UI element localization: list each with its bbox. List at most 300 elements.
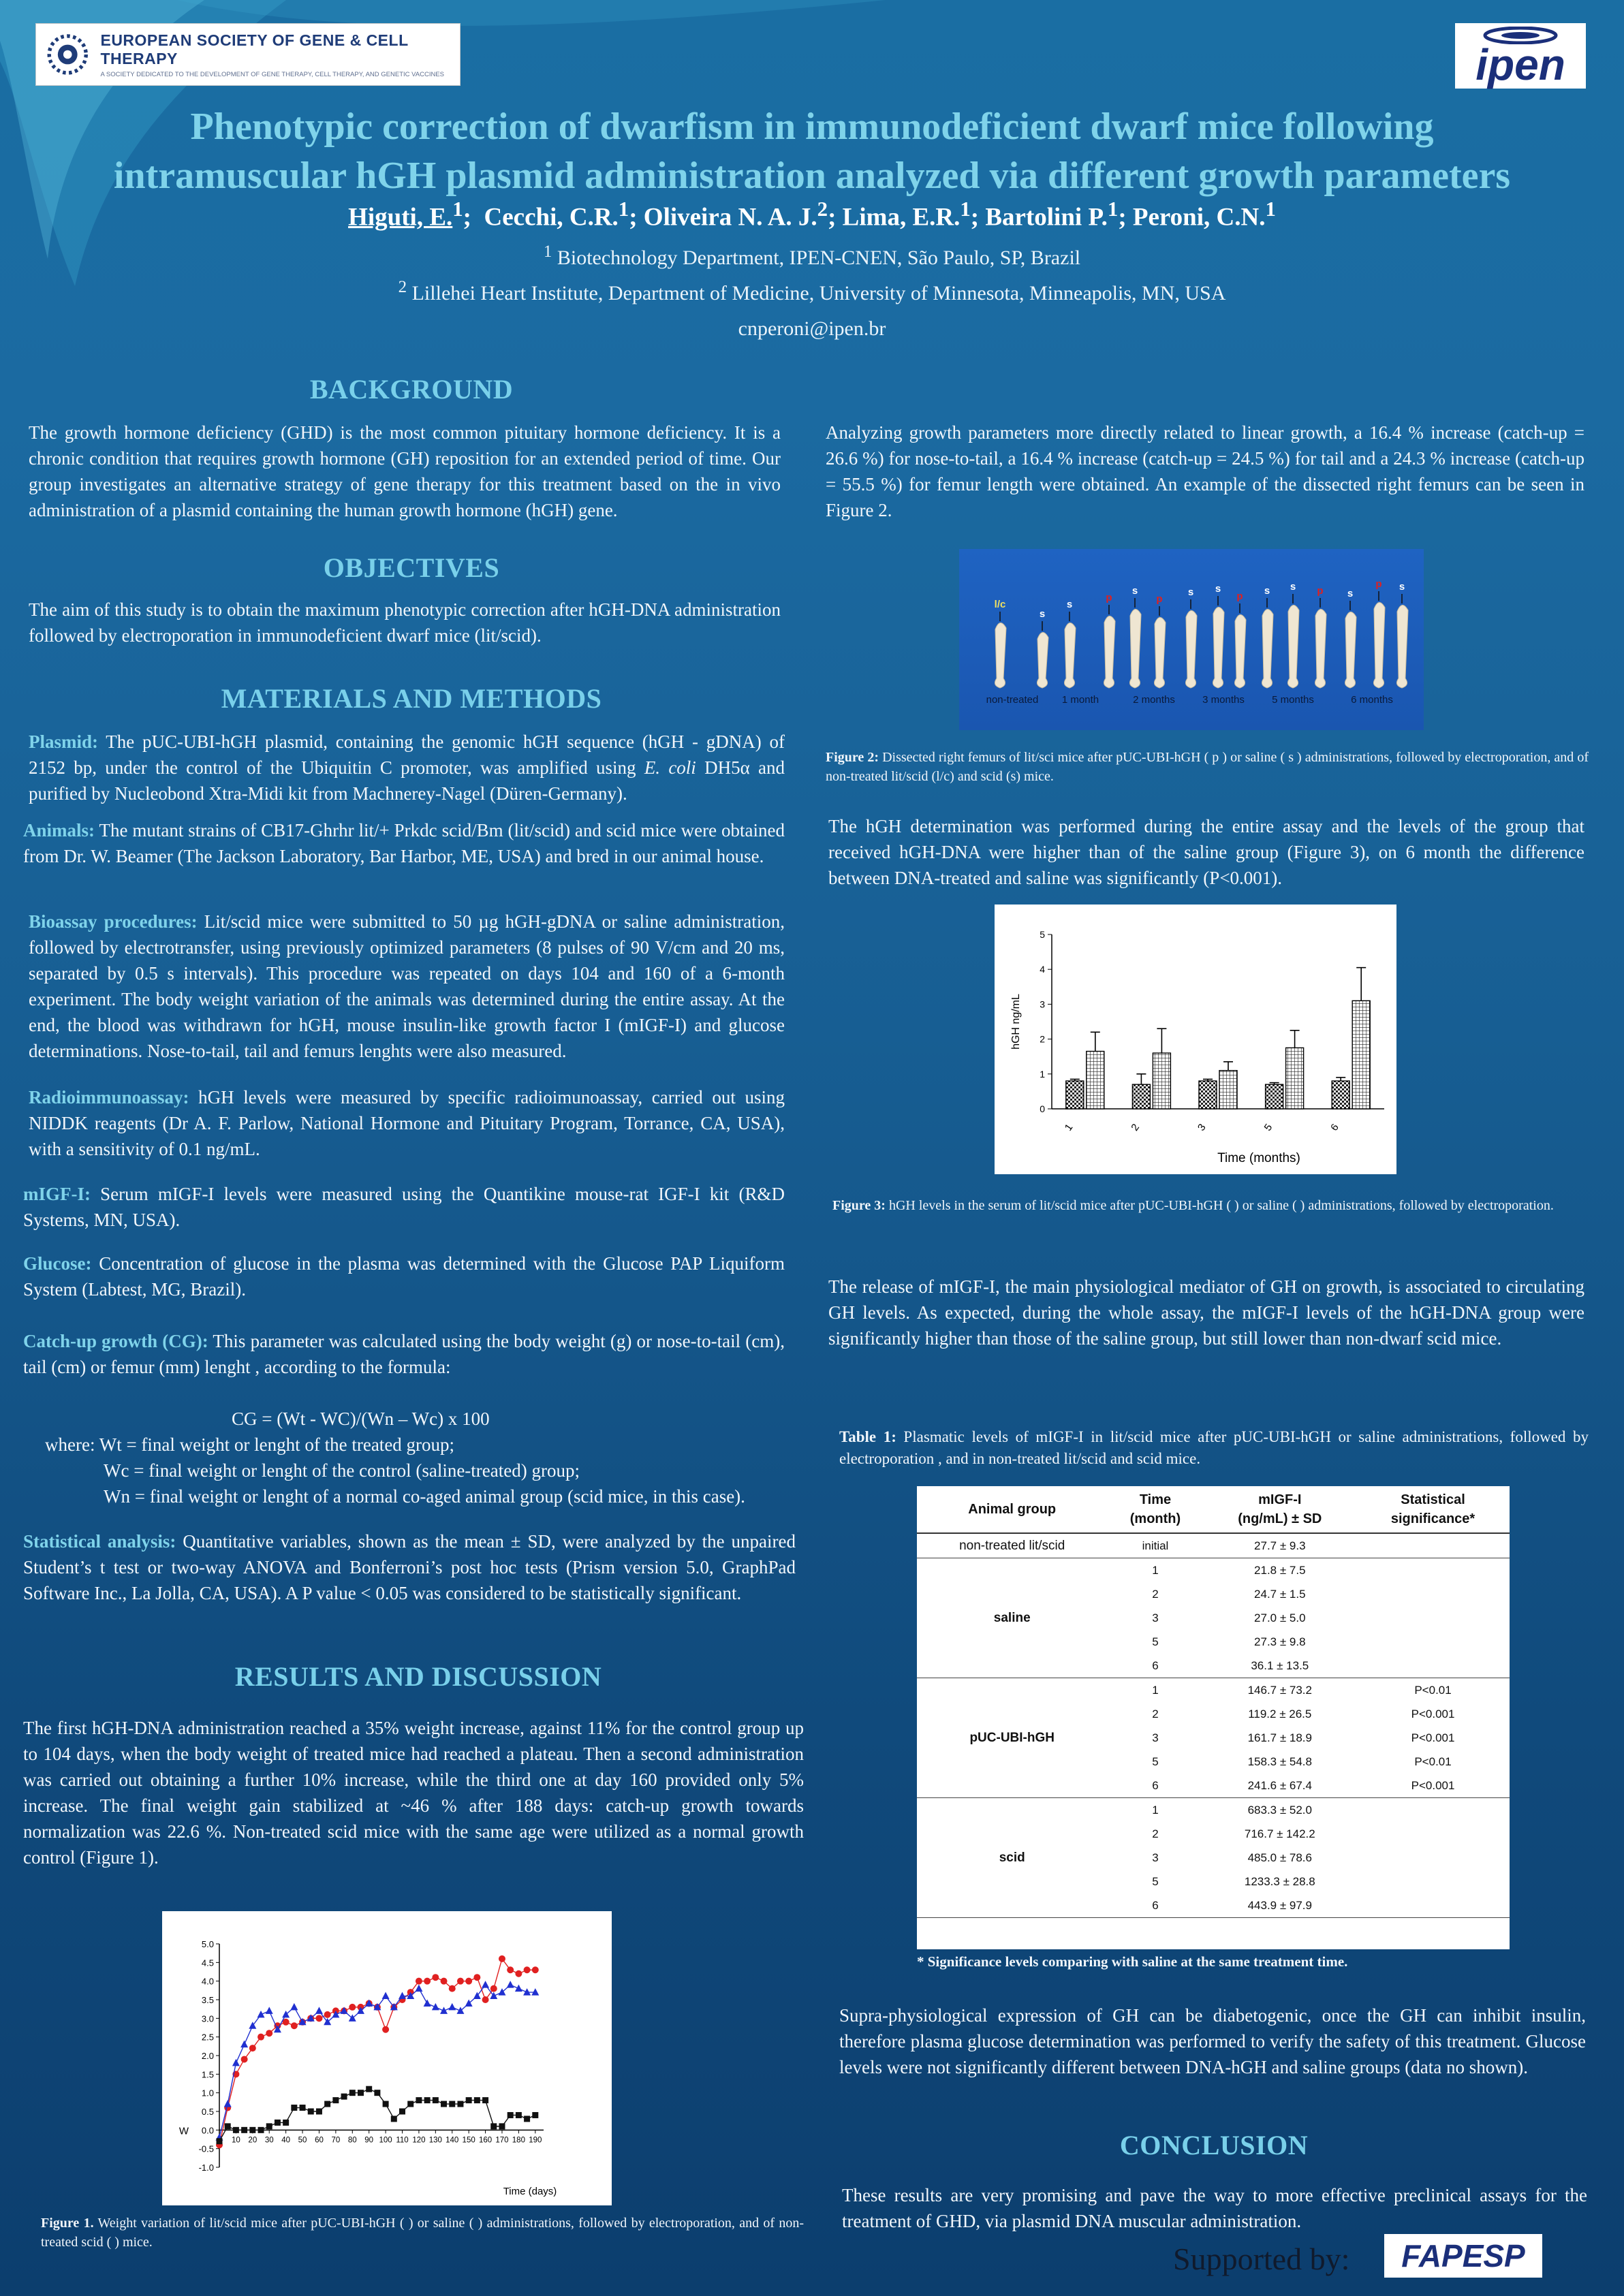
table-1-cell: P<0.001 [1356,1774,1510,1798]
series-2-point [415,1985,422,1992]
affiliation-2-text: Lillehei Heart Institute, Department of Medicine, University of Minnesota, Minneapolis, MN, USA [411,282,1226,304]
femur-bone [1129,609,1141,688]
x-tick-label: 2 [1129,1122,1142,1133]
series-2-point [507,1981,514,1988]
table-1-cell: 27.7 ± 9.3 [1204,1533,1357,1558]
table-1-group-cell: saline [917,1558,1107,1678]
femur-marker: s [1215,583,1221,595]
x-tick-label: 180 [512,2136,525,2145]
esgct-name: EUROPEAN SOCIETY OF GENE & CELL THERAPY [100,31,409,67]
series-1-point [424,1978,431,1985]
ria-label: Radioimmunoassay: [29,1087,189,1107]
ria-text: hGH levels were measured by specific radioimunoassay, carried out using NIDDK reagents (Dr A. F. Parlow, National Hormone and Pituitary Program, Torrance, CA, USA), with a sensitivity of 0.1 ng/mL. [29,1087,785,1159]
series-2-point [232,2059,240,2066]
table-1-cell: 21.8 ± 7.5 [1254,1563,1306,1577]
figure-1-caption-text: Weight variation of lit/scid mice after pUC-UBI-hGH ( ) or saline ( ) administrations, followed by electroporation, and of non-treated scid ( ) mice. [41,2216,804,2250]
ipen-wordmark: ipen [1475,40,1565,89]
figure-1 [162,1911,612,2205]
author-sep: ; [463,203,471,232]
table-1 [917,1486,1510,1949]
figure-1-line-chart [162,1911,612,2205]
x-tick-label: 40 [281,2136,291,2145]
series-1-point [449,1985,456,1992]
figure-2-group-label: 3 months [1202,694,1245,706]
series-2-point [315,2007,323,2014]
y-tick-label: 4 [1040,964,1045,975]
series-1-point [441,1978,448,1985]
bar-series-1 [1266,1084,1283,1109]
series-2-point [515,1985,522,1992]
table-1-cell: 1 [1152,1803,1159,1817]
series-3-point [275,2120,281,2126]
author-5: Bartolini P. [985,203,1108,232]
author-sep: ; [970,203,980,232]
author-4: Lima, E.R. [842,203,961,232]
x-tick-label: 70 [331,2136,341,2145]
affiliation-1 [41,242,1583,270]
femur-marker: l/c [994,599,1006,610]
femur-bone [1396,605,1408,688]
author-list [41,198,1583,232]
animals-text: The mutant strains of CB17-Ghrhr lit/+ Prkdc scid/Bm (lit/scid) and scid mice were obtained from Dr. W. Beamer (The Jackson Laboratory, Bar Harbor, ME, USA) and bred in our animal house. [23,820,785,866]
y-tick-label: 4.5 [201,1957,214,1968]
series-3-point [225,2123,231,2129]
table-1-header-row [917,1486,1510,1533]
conclusion-heading: CONCLUSION [1119,2130,1309,2160]
ipen-logo [1455,23,1586,89]
series-2-point [257,2011,265,2018]
series-2-point [465,1999,473,2007]
conclusion-text: These results are very promising and pave the way to more effective preclinical assays for the treatment of GHD, via plasmid DNA muscular administration. [842,2185,1587,2231]
bar-series-1 [1199,1081,1217,1109]
formula-where-3: Wn = final weight or lenght of a normal co-aged animal group (scid mice, in this case). [104,1486,745,1507]
table-1-cell: P<0.001 [1411,1731,1455,1744]
series-2-point [531,1988,539,1996]
series-1-point [241,2056,248,2062]
table-1-grid [917,1486,1510,1918]
femur-marker: s [1264,585,1270,597]
contact-email: cnperoni@ipen.br [738,317,886,340]
table-1-header-cell: mIGF-I (ng/mL) ± SD [1204,1486,1357,1533]
x-tick-label: 1 [1062,1122,1076,1133]
table-1-cell: initial [1107,1533,1203,1558]
series-3-point [366,2086,372,2092]
y-tick-label: 2.5 [201,2032,214,2043]
series-2-point [266,2007,273,2014]
figure-2-caption [826,748,1589,786]
series-3-point [516,2112,522,2118]
y-tick-label: 2.0 [201,2051,214,2061]
series-3-point [349,2090,356,2096]
femur-marker: s [1187,586,1194,598]
x-axis-title: Time (months) [1217,1151,1300,1165]
y-tick-label: -0.5 [198,2143,214,2154]
table-1-group-cell: pUC-UBI-hGH [917,1678,1107,1798]
femur-marker: p [1236,591,1243,602]
figure-2-group-label: 1 month [1061,694,1099,706]
author-6-affil: 1 [1265,198,1276,221]
table-1-cell [1356,1558,1510,1583]
table-1-cell [1356,1846,1510,1870]
animals-paragraph [23,817,785,869]
series-1-point [465,1978,472,1985]
table-1-cell: 6 [1107,1774,1203,1798]
series-3-point [499,2123,505,2129]
figure-2-femurs [959,549,1424,730]
x-tick-label: 90 [364,2136,374,2145]
table-1-cell: 36.1 ± 13.5 [1204,1654,1357,1678]
bar-series-1 [1132,1084,1150,1109]
plasmid-paragraph [29,729,785,806]
series-3-point [283,2120,289,2126]
background-text: The growth hormone deficiency (GHD) is the most common pituitary hormone deficiency. It is a chronic condition that requires growth hormone (GH) reposition for an extended period of time. Our group investigates an alternative strategy of gene therapy for this treatment based on the in vivo administration of a plasmid containing the human growth hormone (hGH) gene. [29,422,781,520]
series-2-point [432,2003,439,2011]
methods-heading: MATERIALS AND METHODS [221,683,602,714]
table-1-cell: 5 [1152,1874,1159,1888]
series-2-point [440,2007,448,2014]
table-1-header-cell: Animal group [917,1486,1107,1533]
author-3: Oliveira N. A. J. [643,203,817,232]
femur-marker: p [1156,593,1163,605]
affiliation-1-text: Biotechnology Department, IPEN-CNEN, São Paulo, SP, Brazil [557,247,1081,269]
table-1-cell: 158.3 ± 54.8 [1247,1755,1312,1768]
series-1-point [515,1970,522,1977]
x-tick-label: 130 [428,2136,442,2145]
x-tick-label: 170 [495,2136,509,2145]
series-3-point [291,2105,297,2111]
catchup-paragraph [23,1328,785,1380]
table-1-caption [839,1426,1589,1470]
affiliation-2 [41,278,1583,305]
series-3-point [308,2109,314,2115]
series-3-point [358,2090,364,2096]
table-1-cell: 146.7 ± 73.2 [1247,1683,1312,1697]
series-3-point [532,2112,538,2118]
series-2-point [290,2003,298,2011]
series-3-point [424,2097,431,2103]
table-1-row [917,1533,1510,1558]
stats-label: Statistical analysis: [23,1531,176,1552]
series-1-point [532,1966,539,1973]
figure-3-caption [832,1196,1589,1215]
figure-2-group-label: 6 months [1351,694,1393,706]
series-2-point [224,2100,232,2107]
series-2-point [282,2011,290,2018]
y-tick-label: 0 [1040,1103,1045,1114]
y-axis-title: W [178,2125,189,2137]
fapesp-wordmark: FAPESP [1401,2238,1525,2274]
femur-bone [1064,623,1076,688]
formula-where-2: Wc = final weight or lenght of the control (saline-treated) group; [104,1460,580,1481]
migf-text: Serum mIGF-I levels were measured using the Quantikine mouse-rat IGF-I kit (R&D Systems, MN, USA). [23,1184,785,1230]
y-tick-label: 2 [1040,1033,1045,1045]
series-1-point [291,2022,298,2029]
femur-bone [1262,609,1273,688]
table-1-cell [1356,1870,1510,1893]
femur-marker: s [1039,608,1046,620]
author-sep: ; [1118,203,1127,232]
bioassay-label: Bioassay procedures: [29,911,198,932]
x-tick-label: 80 [347,2136,357,2145]
table-1-cell: 1 [1152,1683,1159,1697]
x-tick-label: 140 [446,2136,459,2145]
table-1-caption-text: Plasmatic levels of mIGF-I in lit/scid mice after pUC-UBI-hGH or saline administrations, followed by electroporation , and in non-treated lit/scid and scid mice. [839,1428,1589,1467]
x-tick-label: 50 [298,2136,307,2145]
femur-marker: s [1347,588,1354,599]
y-tick-label: 0.5 [201,2107,214,2117]
series-3-point [490,2123,497,2129]
plasmid-label: Plasmid: [29,732,99,752]
series-2-point [399,1992,406,2000]
x-tick-label: 160 [478,2136,493,2145]
x-tick-label: 150 [462,2136,475,2145]
series-3-point [316,2109,322,2115]
series-3-point [391,2116,397,2122]
table-1-cell: P<0.01 [1414,1683,1452,1697]
bar-series-1 [1066,1081,1084,1109]
x-tick-label: 10 [232,2136,240,2145]
figure-2-caption-text: Dissected right femurs of lit/sci mice after pUC-UBI-hGH ( p ) or saline ( s ) administrations, followed by electroporation, and of non-treated lit/scid (l/c) and scid (s) mice. [826,750,1589,784]
figure-3-caption-label: Figure 3: [832,1198,886,1213]
table-1-cell [1356,1630,1510,1654]
table-1-cell: 1233.3 ± 28.8 [1244,1874,1315,1888]
table-1-cell [1356,1654,1510,1678]
table-1-cell: 27.0 ± 5.0 [1254,1611,1306,1624]
table-1-cell: 2 [1152,1587,1159,1601]
table-1-cell: 485.0 ± 78.6 [1247,1851,1312,1864]
table-1-group-cell: non-treated lit/scid [917,1533,1107,1558]
femur-marker: s [1290,581,1296,593]
author-sep: ; [828,203,837,232]
table-1-cell [1356,1822,1510,1846]
table-1-cell: 2 [1152,1827,1159,1840]
x-axis-title: Time (days) [503,2186,557,2197]
series-1-point [490,1985,497,1992]
series-3-point [433,2097,439,2103]
x-tick-label: 100 [379,2136,392,2145]
series-3-point [383,2101,389,2107]
table-1-cell: 3 [1152,1851,1159,1864]
migf-paragraph [23,1181,785,1233]
table-1-cell: 2 [1152,1707,1159,1720]
series-1-point [324,2011,331,2018]
femur-bone [1154,617,1166,688]
femur-bone [1213,607,1224,688]
series-1-point [315,2015,322,2022]
series-3-point [399,2109,405,2115]
series-1-point [249,2045,256,2051]
series-2-point [382,1992,390,2000]
plasmid-text-b: DH5α and purified by Nucleobond Xtra-Midi kit from Machnerey-Nagel (Düren-Germany). [29,757,785,804]
figure-3 [995,905,1396,1174]
series-3-point [241,2127,247,2133]
x-tick-label: 120 [412,2136,426,2145]
femur-marker: p [1375,578,1382,590]
femur-bone [1315,609,1326,688]
series-2-point [240,2041,248,2048]
esgct-logo [35,23,460,86]
femur-bone [1287,605,1299,688]
series-1-point [524,1966,531,1973]
series-3-point [482,2097,488,2103]
y-tick-label: 3 [1040,998,1045,1010]
title-line-1: Phenotypic correction of dwarfism in immunodeficient dwarf mice following [190,106,1434,148]
table-1-cell: 3 [1152,1731,1159,1744]
series-1-point [432,1974,439,1981]
table-1-row [917,1678,1510,1703]
author-1: Higuti, E. [348,203,453,232]
series-3-point [466,2097,472,2103]
table-1-cell: 119.2 ± 26.5 [1248,1707,1312,1720]
bioassay-paragraph [29,909,785,1064]
bar-series-2 [1153,1053,1170,1109]
glucose-paragraph [23,1251,785,1302]
table-1-cell: 683.3 ± 52.0 [1247,1803,1312,1817]
table-1-cell: P<0.01 [1414,1755,1452,1768]
esgct-tagline: A SOCIETY DEDICATED TO THE DEVELOPMENT OF GENE THERAPY, CELL THERAPY, AND GENETIC VACCINES [100,70,445,78]
results-text-5: Supra-physiological expression of GH can be diabetogenic, once the GH can inhibit insulin, therefore plasma glucose determination was performed to verify the safety of this treatment. Glucose levels were not significantly different between DNA-hGH and saline groups (data no shown). [839,2005,1586,2077]
plasmid-italic: E. coli [644,757,696,778]
series-1-point [457,1978,464,1985]
series-1-point [482,1996,489,2003]
table-1-cell: 5 [1152,1635,1159,1648]
series-1-point [473,1974,480,1981]
table-1-cell [1356,1798,1510,1823]
series-3-point [233,2127,239,2133]
table-1-cell: 27.3 ± 9.8 [1254,1635,1306,1648]
series-3-point [341,2094,347,2100]
table-1-row [917,1798,1510,1823]
series-3-point [266,2123,272,2129]
catchup-formula: CG = (Wt - WC)/(Wn – Wc) x 100 [232,1409,490,1429]
table-1-cell [1356,1606,1510,1630]
figure-2-group-label: non-treated [986,694,1039,706]
table-1-cell: 3 [1152,1611,1159,1624]
affiliation-2-num: 2 [398,278,407,296]
x-tick-label: 190 [529,2136,542,2145]
femur-marker: s [1131,585,1138,597]
author-3-affil: 2 [817,198,828,221]
femur-marker: p [1106,592,1112,603]
migf-label: mIGF-I: [23,1184,91,1204]
ria-paragraph [29,1084,785,1162]
figure-3-bar-chart [995,905,1396,1174]
y-tick-label: 1.0 [201,2088,214,2098]
series-3-line [219,2089,535,2141]
series-2-point [482,1981,489,1988]
femur-bone [1345,612,1356,688]
y-tick-label: 3.0 [201,2013,214,2024]
bar-series-2 [1219,1071,1237,1109]
table-1-cell: 6 [1107,1654,1203,1678]
series-1-point [257,2034,264,2041]
table-1-cell: 716.7 ± 142.2 [1244,1827,1315,1840]
objectives-heading: OBJECTIVES [323,552,500,583]
results-text-3: The hGH determination was performed during the entire assay and the levels of the group that received hGH-DNA were higher than of the saline group (Figure 3), on 6 month the difference between DNA-treated and saline was significantly (P<0.001). [828,816,1584,888]
x-tick-label: 30 [264,2136,274,2145]
series-3-point [407,2101,413,2107]
table-1-cell [1356,1582,1510,1606]
table-1-cell: 5 [1152,1755,1159,1768]
series-3-point [441,2101,447,2107]
x-tick-label: 3 [1195,1122,1208,1133]
author-2: Cecchi, C.R. [484,203,619,232]
author-5-affil: 1 [1107,198,1119,221]
catchup-label: Catch-up growth (CG): [23,1331,208,1351]
stats-text: Quantitative variables, shown as the mean ± SD, were analyzed by the unpaired Student’s t test or two-way ANOVA and Bonferroni’s post hoc tests (Prism version 5.0, GraphPad Software Inc., La Jolla, CA, USA). A P value < 0.05 was considered to be statistically significant. [23,1531,796,1603]
series-2-point [349,2014,356,2022]
poster-title [41,102,1583,200]
results-text-2: Analyzing growth parameters more directly related to linear growth, a 16.4 % increase (catch-up = 26.6 %) for nose-to-tail, a 16.4 % increase (catch-up = 24.5 %) for tail and a 24.3 % increase (catch-up = 55.5 %) for femur length were obtained. An example of the dissected right femurs can be seen in Figure 2. [826,422,1584,520]
series-3-point [324,2101,330,2107]
results-text-4: The release of mIGF-I, the main physiological mediator of GH on growth, is associated to circulating GH levels. As expected, during the whole assay, the mIGF-I levels of the hGH-DNA group were significantly higher than those of the saline group, but still lower than non-dwarf scid mice. [828,1276,1584,1349]
femur-marker: s [1066,599,1073,610]
series-1-point [349,2004,356,2011]
series-3-point [249,2127,255,2133]
series-3-point [524,2116,530,2122]
y-axis-title: hGH ng/mL [1010,994,1022,1050]
x-tick-label: 5 [1262,1122,1275,1133]
series-2-point [424,1999,431,2007]
series-3-point [258,2127,264,2133]
results-heading: RESULTS AND DISCUSSION [234,1661,602,1692]
series-3-point [374,2090,380,2096]
y-tick-label: 4.0 [201,1976,214,1987]
affiliation-1-num: 1 [543,242,552,261]
animals-label: Animals: [23,820,95,840]
glucose-label: Glucose: [23,1253,92,1274]
series-3-point [217,2138,223,2144]
bar-series-2 [1087,1052,1104,1109]
figure-2-photo [959,549,1424,730]
table-1-cell: 1 [1152,1563,1159,1577]
series-3-point [507,2112,514,2118]
x-tick-label: 110 [396,2136,409,2145]
femur-bone [1234,614,1246,688]
figure-1-caption-label: Figure 1. [41,2216,94,2231]
femur-marker: s [1399,581,1405,593]
y-tick-label: 1 [1040,1068,1045,1080]
series-1-point [266,2030,272,2036]
series-1-point [507,1966,514,1973]
table-1-cell [1356,1893,1510,1918]
series-2-point [523,1988,531,1996]
figure-2-group-label: 5 months [1272,694,1314,706]
series-1-point [499,1955,505,1962]
esgct-emblem-icon [44,27,91,82]
series-3-point [416,2097,422,2103]
series-3-point [474,2097,480,2103]
objectives-text: The aim of this study is to obtain the maximum phenotypic correction after hGH-DNA administration followed by electroporation in immunodeficient dwarf mice (lit/scid). [29,599,781,646]
author-1-affil: 1 [452,198,463,221]
series-3-point [449,2101,455,2107]
figure-2-caption-label: Figure 2: [826,750,879,765]
y-tick-label: 1.5 [201,2069,214,2080]
series-3-point [300,2105,306,2111]
x-tick-label: 20 [248,2136,257,2145]
plasmid-text-a: The pUC-UBI-hGH plasmid, containing the genomic hGH sequence (hGH - gDNA) of 2152 bp, under the control of the Ubiquitin C promoter, was amplified using [29,732,785,778]
series-2-point [456,2007,464,2014]
table-1-cell: 443.9 ± 97.9 [1204,1893,1357,1918]
table-1-caption-label: Table 1: [839,1428,896,1445]
table-1-cell: 24.7 ± 1.5 [1254,1587,1306,1601]
y-tick-label: 0.0 [201,2125,214,2136]
femur-marker: p [1317,585,1324,597]
x-tick-label: 60 [315,2136,324,2145]
table-1-group-cell: scid [917,1798,1107,1918]
background-heading: BACKGROUND [309,374,514,405]
author-sep: ; [629,203,638,232]
